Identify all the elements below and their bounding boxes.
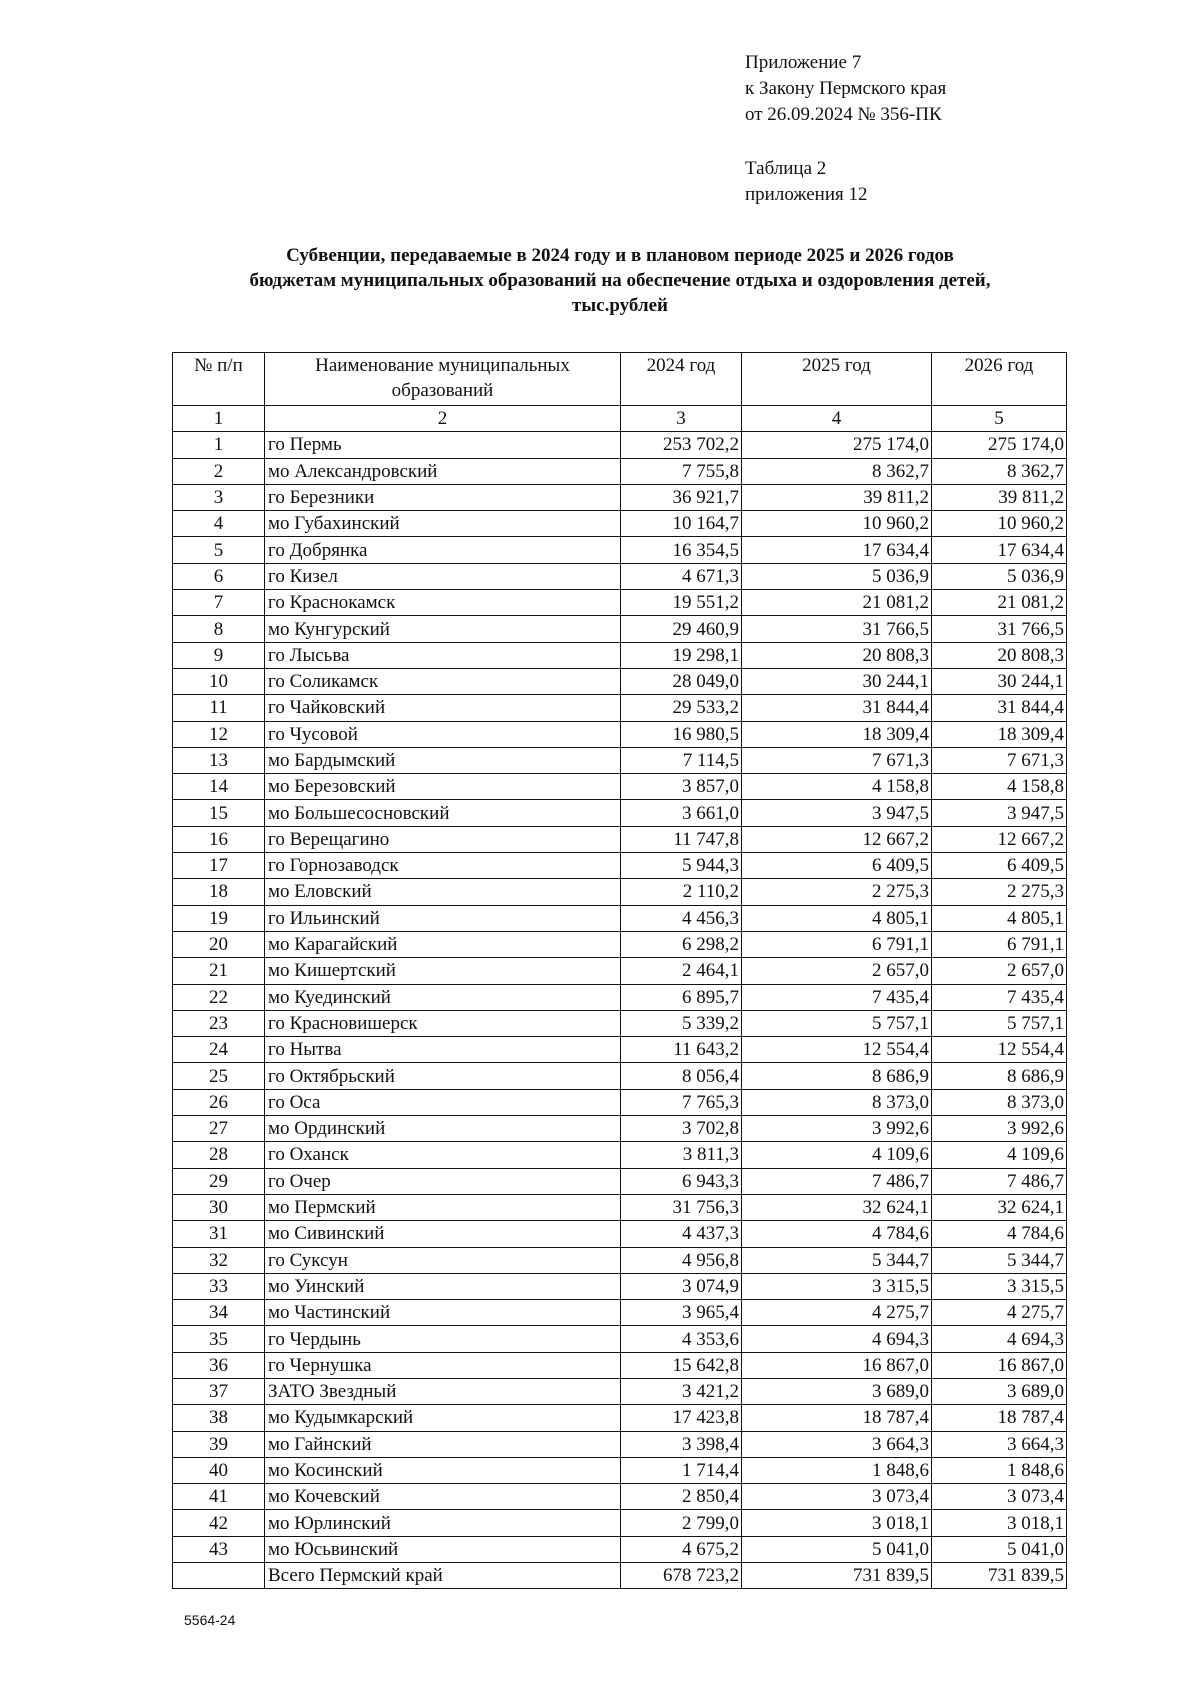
- value-2026: 3 315,5: [932, 1273, 1067, 1299]
- value-2024: 4 437,3: [621, 1221, 742, 1247]
- table-row: [173, 1142, 1067, 1168]
- table-row: [173, 642, 1067, 668]
- value-2026: 8 373,0: [932, 1089, 1067, 1115]
- value-2026: 4 275,7: [932, 1300, 1067, 1326]
- table-row: [173, 1037, 1067, 1063]
- value-2025: 39 811,2: [742, 484, 932, 510]
- value-2025: 6 791,1: [742, 931, 932, 957]
- value-2025: 16 867,0: [742, 1352, 932, 1378]
- table-row: [173, 1221, 1067, 1247]
- value-2024: 5 339,2: [621, 1010, 742, 1036]
- value-2024: 2 799,0: [621, 1510, 742, 1536]
- value-2026: 31 844,4: [932, 695, 1067, 721]
- row-number: 8: [173, 616, 265, 642]
- value-2024: 3 811,3: [621, 1142, 742, 1168]
- value-2025: 6 409,5: [742, 853, 932, 879]
- table-row: [173, 484, 1067, 510]
- row-number: 39: [173, 1431, 265, 1457]
- value-2024: 29 460,9: [621, 616, 742, 642]
- value-2024: 5 944,3: [621, 853, 742, 879]
- value-2024: 2 464,1: [621, 958, 742, 984]
- table-row: [173, 721, 1067, 747]
- col-number: 3: [621, 406, 742, 432]
- document-code: 5564-24: [184, 1612, 236, 1628]
- value-2026: 7 486,7: [932, 1168, 1067, 1194]
- municipality-name: го Ильинский: [265, 905, 621, 931]
- value-2024: 7 114,5: [621, 747, 742, 773]
- row-number: 43: [173, 1536, 265, 1562]
- value-2025: 5 041,0: [742, 1536, 932, 1562]
- table-row: [173, 432, 1067, 458]
- value-2024: 19 298,1: [621, 642, 742, 668]
- table-row: [173, 853, 1067, 879]
- value-2025: 30 244,1: [742, 668, 932, 694]
- municipality-name: го Добрянка: [265, 537, 621, 563]
- table-row: [173, 1273, 1067, 1299]
- row-number: 14: [173, 774, 265, 800]
- value-2025: 21 081,2: [742, 590, 932, 616]
- attachment-line: к Закону Пермского края: [745, 78, 947, 99]
- value-2025: 3 018,1: [742, 1510, 932, 1536]
- municipality-name: го Красновишерск: [265, 1010, 621, 1036]
- value-2026: 3 073,4: [932, 1484, 1067, 1510]
- value-2025: 275 174,0: [742, 432, 932, 458]
- title-line: тыс.рублей: [572, 295, 668, 316]
- value-2025: 17 634,4: [742, 537, 932, 563]
- value-2026: 3 018,1: [932, 1510, 1067, 1536]
- municipality-name: мо Частинский: [265, 1300, 621, 1326]
- value-2025: 8 362,7: [742, 458, 932, 484]
- municipality-name: мо Уинский: [265, 1273, 621, 1299]
- value-2025: 7 486,7: [742, 1168, 932, 1194]
- subvention-table: [172, 352, 1067, 1589]
- table-row: [173, 1510, 1067, 1536]
- table-row: [173, 774, 1067, 800]
- municipality-name: го Очер: [265, 1168, 621, 1194]
- table-row: [173, 1326, 1067, 1352]
- value-2024: 3 421,2: [621, 1378, 742, 1404]
- row-number: 18: [173, 879, 265, 905]
- table-row: [173, 1089, 1067, 1115]
- row-number: 22: [173, 984, 265, 1010]
- value-2025: 7 435,4: [742, 984, 932, 1010]
- value-2024: 19 551,2: [621, 590, 742, 616]
- value-2026: 5 041,0: [932, 1536, 1067, 1562]
- value-2025: 4 805,1: [742, 905, 932, 931]
- value-2025: 10 960,2: [742, 511, 932, 537]
- value-2024: 2 110,2: [621, 879, 742, 905]
- row-number: 5: [173, 537, 265, 563]
- value-2025: 12 667,2: [742, 826, 932, 852]
- value-2024: 3 965,4: [621, 1300, 742, 1326]
- row-number: 7: [173, 590, 265, 616]
- value-2024: 16 354,5: [621, 537, 742, 563]
- municipality-name: го Чусовой: [265, 721, 621, 747]
- value-2025: 18 787,4: [742, 1405, 932, 1431]
- row-number: 16: [173, 826, 265, 852]
- col-number: 2: [265, 406, 621, 432]
- col-number: 4: [742, 406, 932, 432]
- municipality-name: мо Юрлинский: [265, 1510, 621, 1536]
- row-number: 24: [173, 1037, 265, 1063]
- value-2026: 275 174,0: [932, 432, 1067, 458]
- row-number: 37: [173, 1378, 265, 1404]
- row-number: 19: [173, 905, 265, 931]
- municipality-name: го Кизел: [265, 563, 621, 589]
- value-2026: 8 362,7: [932, 458, 1067, 484]
- table-row: [173, 590, 1067, 616]
- value-2024: 7 755,8: [621, 458, 742, 484]
- table-row: [173, 668, 1067, 694]
- value-2026: 731 839,5: [932, 1563, 1067, 1589]
- value-2026: 2 657,0: [932, 958, 1067, 984]
- value-2026: 7 435,4: [932, 984, 1067, 1010]
- table-row: [173, 1405, 1067, 1431]
- municipality-name: мо Большесосновский: [265, 800, 621, 826]
- table-header-row: [173, 353, 1067, 406]
- value-2024: 3 398,4: [621, 1431, 742, 1457]
- header-2024: 2024 год: [621, 353, 742, 406]
- municipality-name: мо Кочевский: [265, 1484, 621, 1510]
- value-2025: 3 073,4: [742, 1484, 932, 1510]
- row-number: 9: [173, 642, 265, 668]
- value-2024: 6 895,7: [621, 984, 742, 1010]
- table-ref-line: Таблица 2: [745, 158, 827, 179]
- value-2024: 31 756,3: [621, 1194, 742, 1220]
- row-number: 23: [173, 1010, 265, 1036]
- value-2026: 17 634,4: [932, 537, 1067, 563]
- table-row: [173, 879, 1067, 905]
- table-body: [173, 353, 1067, 1589]
- value-2026: 3 664,3: [932, 1431, 1067, 1457]
- municipality-name: го Суксун: [265, 1247, 621, 1273]
- value-2026: 5 344,7: [932, 1247, 1067, 1273]
- total-row: [173, 1563, 1067, 1589]
- value-2026: 3 947,5: [932, 800, 1067, 826]
- row-number: 2: [173, 458, 265, 484]
- table-row: [173, 1378, 1067, 1404]
- row-number: 27: [173, 1116, 265, 1142]
- value-2024: 29 533,2: [621, 695, 742, 721]
- table-row: [173, 1010, 1067, 1036]
- municipality-name: Всего Пермский край: [265, 1563, 621, 1589]
- municipality-name: го Чайковский: [265, 695, 621, 721]
- table-row: [173, 931, 1067, 957]
- value-2024: 16 980,5: [621, 721, 742, 747]
- value-2024: 36 921,7: [621, 484, 742, 510]
- row-number: 11: [173, 695, 265, 721]
- value-2026: 1 848,6: [932, 1457, 1067, 1483]
- value-2026: 5 036,9: [932, 563, 1067, 589]
- row-number: [173, 1563, 265, 1589]
- municipality-name: мо Березовский: [265, 774, 621, 800]
- value-2025: 4 694,3: [742, 1326, 932, 1352]
- municipality-name: го Чердынь: [265, 1326, 621, 1352]
- value-2026: 20 808,3: [932, 642, 1067, 668]
- col-number: 5: [932, 406, 1067, 432]
- municipality-name: мо Косинский: [265, 1457, 621, 1483]
- value-2026: 2 275,3: [932, 879, 1067, 905]
- row-number: 35: [173, 1326, 265, 1352]
- municipality-name: го Пермь: [265, 432, 621, 458]
- value-2026: 12 554,4: [932, 1037, 1067, 1063]
- row-number: 25: [173, 1063, 265, 1089]
- attachment-line: от 26.09.2024 № 356-ПК: [745, 104, 942, 125]
- municipality-name: го Горнозаводск: [265, 853, 621, 879]
- header-name: Наименование муниципальных образований: [265, 353, 621, 406]
- table-row: [173, 905, 1067, 931]
- col-number: 1: [173, 406, 265, 432]
- row-number: 40: [173, 1457, 265, 1483]
- value-2026: 31 766,5: [932, 616, 1067, 642]
- value-2024: 11 747,8: [621, 826, 742, 852]
- municipality-name: го Октябрьский: [265, 1063, 621, 1089]
- value-2026: 21 081,2: [932, 590, 1067, 616]
- municipality-name: мо Кунгурский: [265, 616, 621, 642]
- table-row: [173, 1168, 1067, 1194]
- row-number: 20: [173, 931, 265, 957]
- value-2026: 4 784,6: [932, 1221, 1067, 1247]
- value-2024: 8 056,4: [621, 1063, 742, 1089]
- value-2026: 3 689,0: [932, 1378, 1067, 1404]
- value-2024: 678 723,2: [621, 1563, 742, 1589]
- row-number: 1: [173, 432, 265, 458]
- value-2024: 28 049,0: [621, 668, 742, 694]
- table-row: [173, 1300, 1067, 1326]
- value-2025: 31 844,4: [742, 695, 932, 721]
- value-2025: 4 158,8: [742, 774, 932, 800]
- value-2024: 15 642,8: [621, 1352, 742, 1378]
- table-row: [173, 747, 1067, 773]
- value-2024: 253 702,2: [621, 432, 742, 458]
- value-2025: 3 664,3: [742, 1431, 932, 1457]
- row-number: 17: [173, 853, 265, 879]
- value-2024: 4 675,2: [621, 1536, 742, 1562]
- attachment-block: [745, 50, 946, 128]
- value-2026: 32 624,1: [932, 1194, 1067, 1220]
- value-2025: 5 036,9: [742, 563, 932, 589]
- value-2026: 18 787,4: [932, 1405, 1067, 1431]
- municipality-name: мо Юсьвинский: [265, 1536, 621, 1562]
- municipality-name: го Лысьва: [265, 642, 621, 668]
- table-row: [173, 800, 1067, 826]
- value-2024: 4 956,8: [621, 1247, 742, 1273]
- row-number: 30: [173, 1194, 265, 1220]
- value-2024: 2 850,4: [621, 1484, 742, 1510]
- value-2025: 8 373,0: [742, 1089, 932, 1115]
- value-2026: 7 671,3: [932, 747, 1067, 773]
- table-reference: [745, 156, 867, 208]
- table-row: [173, 1457, 1067, 1483]
- value-2025: 2 275,3: [742, 879, 932, 905]
- value-2025: 3 315,5: [742, 1273, 932, 1299]
- row-number: 3: [173, 484, 265, 510]
- municipality-name: го Оханск: [265, 1142, 621, 1168]
- row-number: 29: [173, 1168, 265, 1194]
- row-number: 36: [173, 1352, 265, 1378]
- row-number: 15: [173, 800, 265, 826]
- value-2026: 39 811,2: [932, 484, 1067, 510]
- row-number: 34: [173, 1300, 265, 1326]
- municipality-name: мо Кудымкарский: [265, 1405, 621, 1431]
- value-2024: 17 423,8: [621, 1405, 742, 1431]
- row-number: 21: [173, 958, 265, 984]
- value-2024: 3 661,0: [621, 800, 742, 826]
- row-number: 4: [173, 511, 265, 537]
- row-number: 6: [173, 563, 265, 589]
- table-row: [173, 563, 1067, 589]
- table-row: [173, 511, 1067, 537]
- table-row: [173, 1194, 1067, 1220]
- row-number: 33: [173, 1273, 265, 1299]
- value-2024: 10 164,7: [621, 511, 742, 537]
- value-2025: 731 839,5: [742, 1563, 932, 1589]
- row-number: 10: [173, 668, 265, 694]
- municipality-name: мо Еловский: [265, 879, 621, 905]
- value-2024: 11 643,2: [621, 1037, 742, 1063]
- value-2026: 4 158,8: [932, 774, 1067, 800]
- municipality-name: мо Сивинский: [265, 1221, 621, 1247]
- value-2024: 4 353,6: [621, 1326, 742, 1352]
- municipality-name: мо Гайнский: [265, 1431, 621, 1457]
- municipality-name: ЗАТО Звездный: [265, 1378, 621, 1404]
- value-2026: 16 867,0: [932, 1352, 1067, 1378]
- municipality-name: го Соликамск: [265, 668, 621, 694]
- column-number-row: [173, 406, 1067, 432]
- value-2025: 3 947,5: [742, 800, 932, 826]
- value-2024: 6 298,2: [621, 931, 742, 957]
- value-2025: 4 275,7: [742, 1300, 932, 1326]
- table-row: [173, 1116, 1067, 1142]
- table-row: [173, 537, 1067, 563]
- value-2024: 7 765,3: [621, 1089, 742, 1115]
- value-2026: 6 409,5: [932, 853, 1067, 879]
- header-2026: 2026 год: [932, 353, 1067, 406]
- municipality-name: мо Александровский: [265, 458, 621, 484]
- value-2024: 1 714,4: [621, 1457, 742, 1483]
- row-number: 41: [173, 1484, 265, 1510]
- value-2024: 3 857,0: [621, 774, 742, 800]
- value-2025: 1 848,6: [742, 1457, 932, 1483]
- table-ref-line: приложения 12: [745, 184, 868, 205]
- value-2025: 8 686,9: [742, 1063, 932, 1089]
- table-row: [173, 695, 1067, 721]
- table-row: [173, 458, 1067, 484]
- value-2024: 4 671,3: [621, 563, 742, 589]
- municipality-name: го Нытва: [265, 1037, 621, 1063]
- value-2026: 10 960,2: [932, 511, 1067, 537]
- row-number: 26: [173, 1089, 265, 1115]
- municipality-name: мо Бардымский: [265, 747, 621, 773]
- value-2025: 2 657,0: [742, 958, 932, 984]
- value-2024: 3 702,8: [621, 1116, 742, 1142]
- table-row: [173, 1431, 1067, 1457]
- value-2024: 3 074,9: [621, 1273, 742, 1299]
- value-2024: 4 456,3: [621, 905, 742, 931]
- municipality-name: мо Куединский: [265, 984, 621, 1010]
- table-row: [173, 1484, 1067, 1510]
- value-2026: 5 757,1: [932, 1010, 1067, 1036]
- value-2026: 8 686,9: [932, 1063, 1067, 1089]
- value-2025: 12 554,4: [742, 1037, 932, 1063]
- value-2025: 18 309,4: [742, 721, 932, 747]
- table-row: [173, 958, 1067, 984]
- row-number: 28: [173, 1142, 265, 1168]
- table-row: [173, 1247, 1067, 1273]
- header-num: № п/п: [173, 353, 265, 406]
- value-2025: 7 671,3: [742, 747, 932, 773]
- municipality-name: го Чернушка: [265, 1352, 621, 1378]
- municipality-name: го Березники: [265, 484, 621, 510]
- row-number: 42: [173, 1510, 265, 1536]
- header-2025: 2025 год: [742, 353, 932, 406]
- value-2025: 3 992,6: [742, 1116, 932, 1142]
- municipality-name: мо Пермский: [265, 1194, 621, 1220]
- value-2025: 31 766,5: [742, 616, 932, 642]
- table-row: [173, 616, 1067, 642]
- municipality-name: го Оса: [265, 1089, 621, 1115]
- municipality-name: мо Кишертский: [265, 958, 621, 984]
- municipality-name: мо Ординский: [265, 1116, 621, 1142]
- municipality-name: мо Губахинский: [265, 511, 621, 537]
- row-number: 32: [173, 1247, 265, 1273]
- table-row: [173, 984, 1067, 1010]
- value-2026: 12 667,2: [932, 826, 1067, 852]
- value-2024: 6 943,3: [621, 1168, 742, 1194]
- row-number: 13: [173, 747, 265, 773]
- value-2025: 4 784,6: [742, 1221, 932, 1247]
- row-number: 38: [173, 1405, 265, 1431]
- value-2026: 18 309,4: [932, 721, 1067, 747]
- value-2025: 3 689,0: [742, 1378, 932, 1404]
- value-2025: 5 344,7: [742, 1247, 932, 1273]
- value-2026: 4 805,1: [932, 905, 1067, 931]
- value-2025: 5 757,1: [742, 1010, 932, 1036]
- value-2026: 6 791,1: [932, 931, 1067, 957]
- table-row: [173, 826, 1067, 852]
- value-2026: 4 694,3: [932, 1326, 1067, 1352]
- municipality-name: мо Карагайский: [265, 931, 621, 957]
- table-row: [173, 1352, 1067, 1378]
- title-line: Субвенции, передаваемые в 2024 году и в плановом периоде 2025 и 2026 годов: [286, 245, 954, 266]
- value-2026: 3 992,6: [932, 1116, 1067, 1142]
- value-2025: 4 109,6: [742, 1142, 932, 1168]
- attachment-line: Приложение 7: [745, 52, 862, 73]
- municipality-name: го Краснокамск: [265, 590, 621, 616]
- table-row: [173, 1536, 1067, 1562]
- value-2026: 30 244,1: [932, 668, 1067, 694]
- value-2026: 4 109,6: [932, 1142, 1067, 1168]
- document-title: [170, 243, 1070, 318]
- table-row: [173, 1063, 1067, 1089]
- municipality-name: го Верещагино: [265, 826, 621, 852]
- row-number: 12: [173, 721, 265, 747]
- value-2025: 32 624,1: [742, 1194, 932, 1220]
- value-2025: 20 808,3: [742, 642, 932, 668]
- row-number: 31: [173, 1221, 265, 1247]
- title-line: бюджетам муниципальных образований на обеспечение отдыха и оздоровления детей,: [249, 270, 991, 291]
